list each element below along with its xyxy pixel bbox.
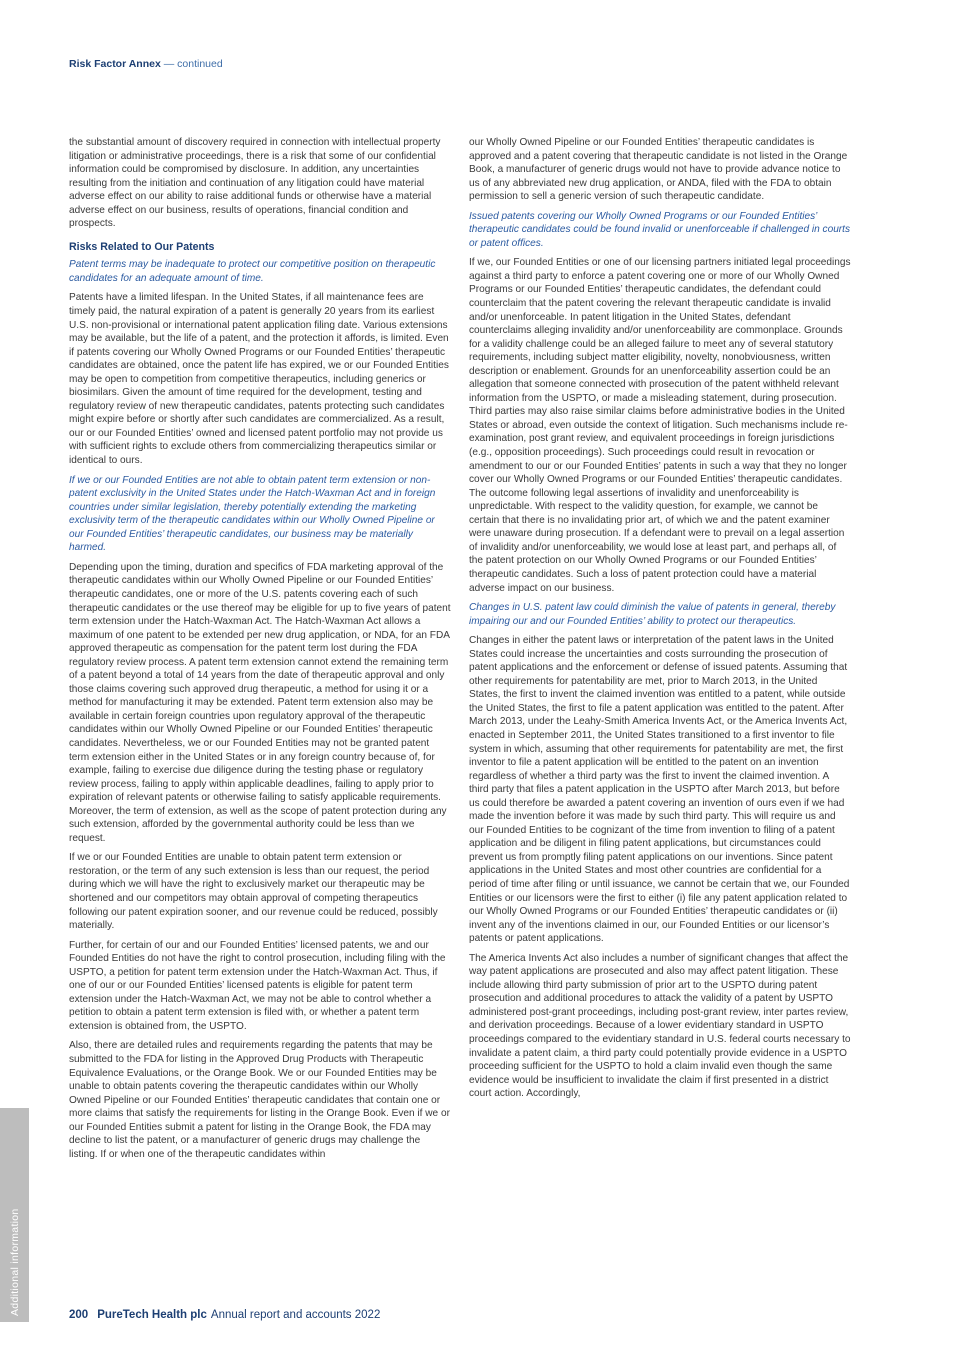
paragraph: If we or our Founded Entities are unable to obtain patent term extension or restoration, or the term of any such extension is less than our request, the period during which we will have the right to exclusively market our therapeutic may be shortened and our competitors may obtain approval of competing therapeutics following our patent expiration sooner, and our revenue could be reduced, possibly materially. — [69, 852, 438, 932]
left-column — [69, 136, 451, 1167]
page-number: 200 — [69, 1309, 89, 1321]
paragraph: Patents have a limited lifespan. In the United States, if all maintenance fees are timely paid, the natural expiration of a patent is generally 20 years from its earliest U.S. non-provisional or international patent application filing date. Various extensions may be available, but the life of a patent, and the protection it affords, is limited. Even if patents covering our Wholly Owned Programs or our Founded Entities’ therapeutic candidates are obtained, once the patent life has expired, we or our Founded Entities may be open to competition from competitive therapeutics, including generics or biosimilars. Given the amount of time required for the development, testing and regulatory review of new therapeutic candidates, patents protecting such candidates might expire before or shortly after such candidates are commercialized. As a result, our or our Founded Entities’ owned and licensed patent portfolio may not provide us with sufficient rights to exclude others from commercializing therapeutics similar or identical to ours. — [69, 292, 449, 467]
risk-subheading: If we or our Founded Entities are not able to obtain patent term extension or non-patent exclusivity in the United States under the Hatch-Waxman Act and in foreign countries under similar legislation, thereby potentially extending the marketing exclusivity term of the therapeutic candidates within our Wholly Owned Pipeline or our Founded Entities’ therapeutic candidates, our business may be materially harmed. — [69, 474, 436, 554]
continued-label: — continued — [160, 58, 223, 70]
paragraph: Also, there are detailed rules and requirements regarding the patents that may be submitted to the FDA for listing in the Approved Drug Products with Therapeutic Equivalence Evaluations, or the Orange Book. We or our Founded Entities may be unable to obtain patents covering the therapeutic candidates within our Wholly Owned Pipeline or our Founded Entities’ therapeutic candidates that contain one or more claims that satisfy the requirements for listing in the Orange Book. Even if we or our Founded Entities submit a patent for listing in the Orange Book, the FDA may decline to list the patent, or a manufacturer of generic drugs may challenge the listing. If or when one of the therapeutic candidates within — [69, 1040, 450, 1160]
risk-subheading: Changes in U.S. patent law could diminish the value of patents in general, thereby impairing our and our Founded Entities’ ability to protect our therapeutics. — [469, 602, 836, 627]
paragraph: If we, our Founded Entities or one of our licensing partners initiated legal proceedings against a third party to enforce a patent covering one or more of our Wholly Owned Programs or our Founded Entities’ therapeutic candidates, the defendant could counterclaim that the patent covering the relevant therapeutic candidate is invalid and/or unenforceable. In patent litigation in the United States, defendant counterclaims alleging invalidity and/or unenforceability are commonplace. Grounds for a validity challenge could be an alleged failure to meet any of several statutory requirements, including subject matter eligibility, novelty, nonobviousness, written description or enablement. Grounds for an unenforceability assertion could be an allegation that someone connected with prosecution of the patent withheld relevant information from the USPTO, or made a misleading statement, during prosecution. Third parties may also raise similar claims before administrative bodies in the United States or abroad, even outside the context of litigation. Such mechanisms include re-examination, post grant review, and equivalent proceedings in foreign jurisdictions (e.g., opposition proceedings). Such proceedings could result in revocation or amendment to our or our Founded Entities’ patents in such a way that they no longer cover our Wholly Owned Programs or our Founded Entities’ therapeutic candidates. The outcome following legal assertions of invalidity and unenforceability is unpredictable. With respect to the validity question, for example, we cannot be certain that there is no invalidating prior art, of which we and the patent examiner were unaware during prosecution. If a defendant were to prevail on a legal assertion of invalidity and/or unenforceability, we would lose at least part, and perhaps all, of the patent protection on our Wholly Owned Programs or our Founded Entities’ therapeutic candidates. Such a loss of patent protection could have a material adverse impact on our business. — [469, 257, 851, 594]
paragraph: our Wholly Owned Pipeline or our Founded Entities’ therapeutic candidates is approved and a patent covering that therapeutic candidate is not listed in the Orange Book, a manufacturer of generic drugs would not have to provide advance notice to us of any abbreviated new drug application, or ANDA, filed with the FDA to obtain permission to sell a generic version of such therapeutic candidate. — [469, 137, 848, 203]
running-header — [69, 58, 223, 70]
paragraph: Changes in either the patent laws or interpretation of the patent laws in the United States could increase the uncertainties and costs surrounding the prosecution of patent applications and the enforcement or defense of issued patents. Assuming that other requirements for patentability are met, prior to March 2013, in the United States, the first to invent the claimed invention was entitled to a patent, while outside the United States, the first to file a patent application was entitled to the patent. After March 2013, under the Leahy-Smith America Invents Act, or the America Invents Act, enacted in September 2011, the United States transitioned to a first inventor to file system in which, assuming that other requirements for patentability are met, the first inventor to file a patent application will be entitled to the patent on an invention regardless of whether a third party was the first to invent the claimed invention. A third party that files a patent application in the USPTO after March 2013, but before us could therefore be awarded a patent covering an invention of ours even if we had made the invention before it was made by such third party. This will require us and our Founded Entities to be cognizant of the time from invention to filing of a patent application and be diligent in filing patent applications, but circumstances could prevent us from promptly filing patent applications on our inventions. Since patent applications in the United States and most other countries are confidential for a period of time after filing or until issuance, we cannot be certain that we, our Founded Entities or our licensors were the first to either (i) file any patent application related to our Wholly Owned Programs or our Founded Entities’ therapeutic candidates or (ii) invent any of the inventions claimed in our, our Founded Entities or our licensor’s patents or patent applications. — [469, 635, 850, 945]
report-title: Annual report and accounts 2022 — [210, 1309, 381, 1321]
paragraph: Further, for certain of our and our Founded Entities’ licensed patents, we and our Founded Entities do not have the right to control prosecution, including filing with the USPTO, a petition for patent term extension under the Hatch-Waxman Act. Thus, if one of our or our Founded Entities’ licensed patents is eligible for patent term extension under the Hatch-Waxman Act, we may not be able to control whether a petition to obtain a patent term extension is filed with, or whether a patent term extension is obtained from, the USPTO. — [69, 939, 446, 1032]
section-heading: Risks Related to Our Patents — [69, 240, 215, 253]
risk-subheading: Issued patents covering our Wholly Owned Programs or our Founded Entities’ therapeutic candidates could be found invalid or unenforceable if challenged in courts or patent offices. — [469, 210, 851, 249]
paragraph: The America Invents Act also includes a number of significant changes that affect the way patent applications are prosecuted and also may affect patent litigation. These include allowing third party submission of prior art to the USPTO during patent prosecution and additional procedures to attack the validity of a patent by USPTO administered post-grant proceedings, including post-grant review, inter partes review, and derivation proceedings. Because of a lower evidentiary standard in USPTO proceedings compared to the evidentiary standard in U.S. federal courts necessary to invalidate a patent claim, a third party could potentially provide evidence in a USPTO proceeding sufficient for the USPTO to hold a claim invalid even though the same evidence would be insufficient to invalidate the claim if first presented in a district court action. Accordingly, — [469, 952, 851, 1100]
right-column — [469, 136, 851, 1107]
paragraph: Depending upon the timing, duration and specifics of FDA marketing approval of the therapeutic candidates within our Wholly Owned Pipeline or our Founded Entities’ therapeutic candidates, one or more of the U.S. patents covering each of such therapeutic candidates or the use thereof may be eligible for up to five years of patent term extension under the Hatch-Waxman Act. The Hatch-Waxman Act allows a maximum of one patent to be extended per new drug application, or NDA, for an FDA approved therapeutic as compensation for the patent term lost during the FDA regulatory review process. A patent term extension cannot extend the remaining term of a patent beyond a total of 14 years from the date of therapeutic approval and only those claims covering such approved drug therapeutic, a method for using it or a method for manufacturing it may be extended. Patent term extension also may be available in certain foreign countries upon regulatory approval of the therapeutic candidates within our Wholly Owned Pipeline or our Founded Entities’ therapeutic candidates. Nevertheless, we or our Founded Entities may not be granted patent term extension either in the United States or in any foreign country because of, for example, failing to exercise due diligence during the testing phase or regulatory review process, failing to apply within applicable deadlines, failing to apply prior to expiration of relevant patents or otherwise failing to satisfy applicable requirements. Moreover, the term of extension, as well as the scope of patent protection during any such extension, afforded by the governmental authority could be less than we request. — [69, 561, 451, 844]
side-tab-label: Additional information — [9, 1208, 21, 1316]
section-title: Risk Factor Annex — [69, 58, 161, 70]
risk-subheading: Patent terms may be inadequate to protect our competitive position on therapeutic candidates for an adequate amount of time. — [69, 259, 436, 284]
page-footer — [69, 1309, 380, 1321]
section-side-tab — [0, 1108, 29, 1322]
paragraph: the substantial amount of discovery required in connection with intellectual property litigation or administrative proceedings, there is a risk that some of our confidential information could be compromised by disclosure. In addition, any uncertainties resulting from the initiation and continuation of any litigation could have material adverse effect on our ability to raise additional funds or otherwise have a material adverse effect on our business, results of operations, financial condition and prospects. — [69, 137, 441, 230]
company-name: PureTech Health plc — [97, 1309, 207, 1321]
